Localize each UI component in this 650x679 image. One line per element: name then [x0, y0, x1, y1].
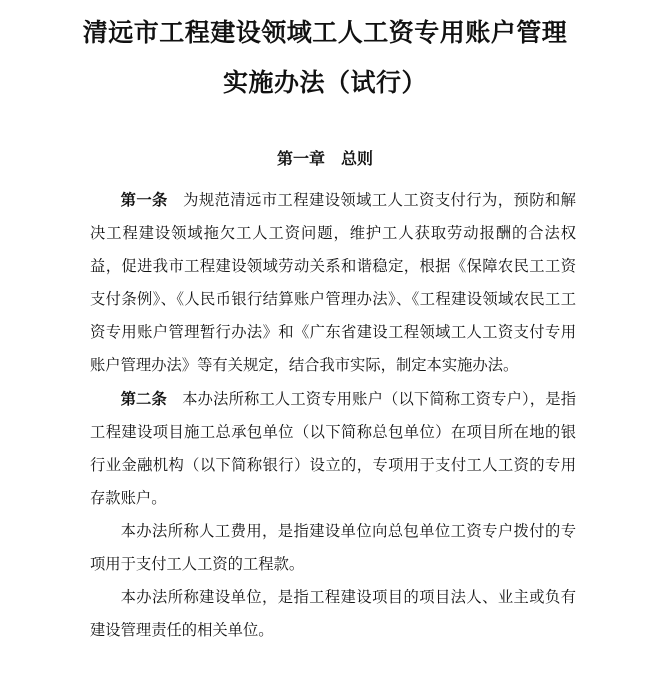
document-title-line-2: 实施办法（试行） — [222, 68, 427, 97]
article-2-paragraph — [90, 383, 576, 515]
article-2-label: 第二条 — [120, 389, 167, 408]
article-2-text: 本办法所称工人工资专用账户（以下简称工资专户），是指工程建设项目施工总承包单位（以下简称总包单位）在项目所在地的银行业金融机构（以下简称银行）设立的，专项用于支付工人工资的专用存款账户。 — [90, 389, 576, 507]
document-title-line-1: 清远市工程建设领域工人工资专用账户管理 — [82, 18, 568, 47]
construction-unit-definition-text: 本办法所称建设单位，是指工程建设项目的项目法人、业主或负有建设管理责任的相关单位。 — [90, 588, 576, 640]
labor-cost-definition-text: 本办法所称人工费用，是指建设单位向总包单位工资专户拨付的专项用于支付工人工资的工程款。 — [90, 521, 576, 574]
labor-cost-definition-paragraph — [90, 515, 576, 581]
document-body — [90, 184, 576, 647]
article-1-paragraph — [90, 184, 576, 383]
article-1-label: 第一条 — [120, 191, 168, 209]
construction-unit-definition-paragraph — [90, 581, 576, 647]
article-1-text: 为规范清远市工程建设领域工人工资支付行为，预防和解决工程建设领域拖欠工人工资问题，维护工人获取劳动报酬的合法权益，促进我市工程建设领域劳动关系和谐稳定，根据《保障农民工工资支付条例》、《人民币银行结算账户管理办法》、《工程建设领域农民工工资专用账户管理暂行办法》和《广东省建设工程领域工人工资支付专用账户管理办法》等有关规定，结合我市实际，制定本实施办法。 — [90, 191, 576, 375]
chapter-heading: 第一章 总则 — [276, 149, 373, 168]
